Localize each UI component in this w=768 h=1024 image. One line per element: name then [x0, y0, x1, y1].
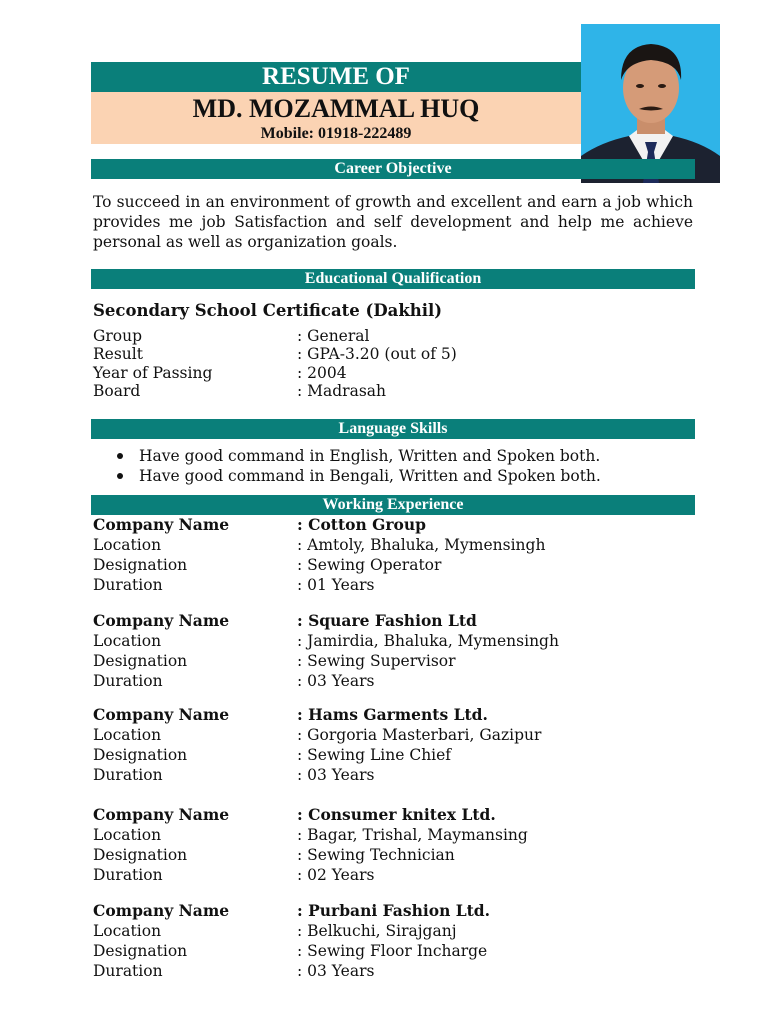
location-value: : Belkuchi, Sirajganj: [297, 922, 457, 940]
education-value: : Madrasah: [297, 381, 387, 400]
location-label: Location: [93, 922, 162, 940]
designation-value: : Sewing Line Chief: [297, 746, 452, 764]
company-value: : Cotton Group: [297, 515, 426, 534]
education-value: : General: [297, 327, 370, 345]
job-location-row: [93, 631, 693, 651]
job-duration-row: [93, 865, 693, 885]
location-label: Location: [93, 726, 162, 744]
job-location-row: [93, 535, 693, 555]
designation-label: Designation: [93, 846, 188, 864]
job-duration-row: [93, 575, 693, 595]
bullet-icon: [117, 453, 123, 459]
education-key: Board: [93, 381, 141, 400]
job-location-row: [93, 825, 693, 845]
job-company-row: [93, 901, 693, 921]
designation-label: Designation: [93, 942, 188, 960]
duration-value: : 02 Years: [297, 866, 375, 884]
location-label: Location: [93, 536, 162, 554]
job-location-row: [93, 725, 693, 745]
education-heading: Educational Qualification: [91, 269, 695, 289]
job-designation-row: [93, 651, 693, 671]
job-company-row: [93, 805, 693, 825]
company-value: : Hams Garments Ltd.: [297, 705, 488, 724]
job-designation-row: [93, 845, 693, 865]
resume-title: RESUME OF: [91, 62, 581, 92]
company-value: : Square Fashion Ltd: [297, 611, 477, 630]
job-entry: [93, 805, 693, 885]
job-entry: [93, 901, 693, 981]
duration-label: Duration: [93, 672, 163, 690]
career-objective-text: To succeed in an environment of growth and excellent and earn a job which provides me job Satisfaction and self development and help me achieve personal as well as organization goals.: [93, 193, 693, 251]
job-duration-row: [93, 765, 693, 785]
language-skill-text: Have good command in English, Written and Spoken both.: [139, 447, 601, 465]
job-company-row: [93, 705, 693, 725]
education-row: [93, 382, 693, 400]
duration-value: : 01 Years: [297, 576, 375, 594]
education-key: Year of Passing: [93, 363, 213, 382]
company-label: Company Name: [93, 901, 230, 920]
designation-label: Designation: [93, 746, 188, 764]
job-duration-row: [93, 961, 693, 981]
duration-label: Duration: [93, 766, 163, 784]
company-value: : Purbani Fashion Ltd.: [297, 901, 491, 920]
designation-value: : Sewing Supervisor: [297, 652, 456, 670]
education-value: : GPA-3.20 (out of 5): [297, 345, 457, 364]
mobile-number: Mobile: 01918-222489: [260, 125, 412, 142]
company-label: Company Name: [93, 705, 230, 724]
duration-label: Duration: [93, 962, 163, 980]
education-value: : 2004: [297, 363, 347, 382]
company-value: : Consumer knitex Ltd.: [297, 805, 496, 824]
job-location-row: [93, 921, 693, 941]
education-row: [93, 364, 693, 382]
duration-value: : 03 Years: [297, 672, 375, 690]
location-value: : Amtoly, Bhaluka, Mymensingh: [297, 536, 546, 554]
duration-label: Duration: [93, 576, 163, 594]
location-value: : Gorgoria Masterbari, Gazipur: [297, 726, 542, 744]
career-objective-heading: Career Objective: [91, 159, 695, 179]
company-label: Company Name: [93, 805, 230, 824]
working-experience-heading: Working Experience: [91, 495, 695, 515]
bullet-icon: [117, 473, 123, 479]
designation-value: : Sewing Technician: [297, 846, 455, 864]
duration-label: Duration: [93, 866, 163, 884]
job-company-row: [93, 611, 693, 631]
education-key: Group: [93, 327, 143, 345]
job-entry: [93, 705, 693, 785]
language-skill-text: Have good command in Bengali, Written and Spoken both.: [139, 467, 601, 485]
duration-value: : 03 Years: [297, 962, 375, 980]
job-designation-row: [93, 555, 693, 575]
duration-value: : 03 Years: [297, 766, 375, 784]
location-label: Location: [93, 826, 162, 844]
job-designation-row: [93, 745, 693, 765]
location-label: Location: [93, 632, 162, 650]
location-value: : Bagar, Trishal, Maymansing: [297, 826, 528, 844]
job-entry: [93, 611, 693, 691]
candidate-name: MD. MOZAMMAL HUQ: [192, 94, 480, 123]
designation-value: : Sewing Operator: [297, 556, 442, 574]
education-key: Result: [93, 345, 143, 364]
education-row: [93, 345, 693, 363]
education-degree-title: Secondary School Certificate (Dakhil): [93, 301, 443, 320]
name-block: [91, 92, 581, 144]
job-duration-row: [93, 671, 693, 691]
designation-label: Designation: [93, 652, 188, 670]
location-value: : Jamirdia, Bhaluka, Mymensingh: [297, 632, 559, 650]
designation-value: : Sewing Floor Incharge: [297, 942, 488, 960]
job-company-row: [93, 515, 693, 535]
job-designation-row: [93, 941, 693, 961]
job-entry: [93, 515, 693, 595]
designation-label: Designation: [93, 556, 188, 574]
company-label: Company Name: [93, 515, 230, 534]
education-details: [93, 327, 693, 400]
list-item: [93, 446, 693, 466]
language-skills-heading: Language Skills: [91, 419, 695, 439]
education-row: [93, 327, 693, 345]
company-label: Company Name: [93, 611, 230, 630]
language-skills-list: [93, 446, 693, 486]
list-item: [93, 466, 693, 486]
